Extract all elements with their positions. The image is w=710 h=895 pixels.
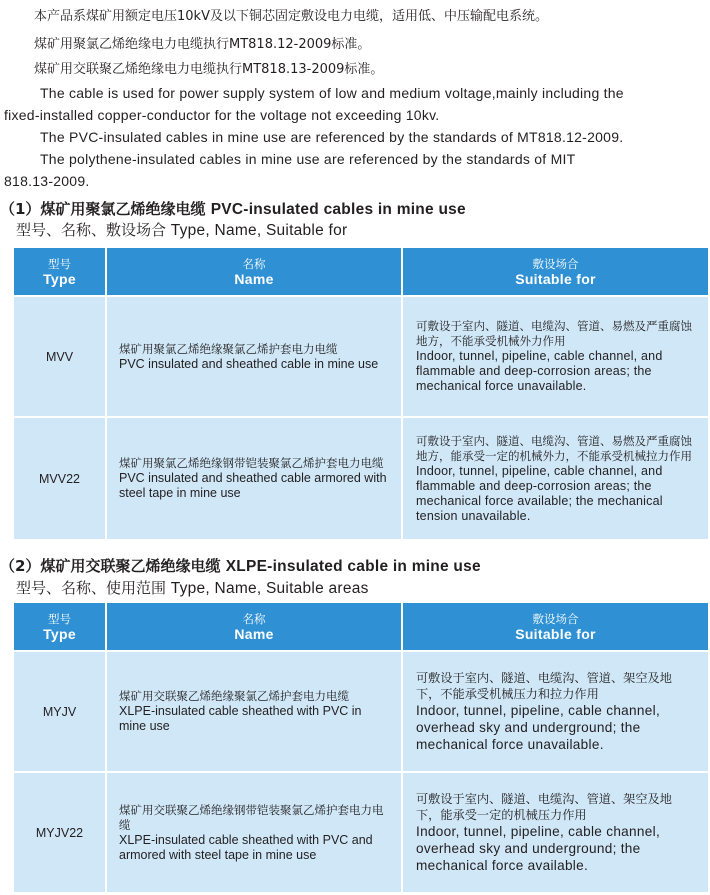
- section-2-subtitle: [16, 578, 369, 599]
- header-suitable: [402, 248, 708, 296]
- header-name-en: Name: [234, 625, 274, 642]
- table-row: [14, 772, 708, 892]
- header-name-cn: 名称: [242, 256, 266, 271]
- header-type-en: Type: [43, 625, 76, 642]
- header-name: [106, 603, 402, 651]
- cell-type: MYJV22: [14, 772, 106, 892]
- header-name: [106, 248, 402, 296]
- cell-name-en: PVC insulated and sheathed cable in mine use: [119, 356, 379, 371]
- header-type-en: Type: [43, 270, 76, 287]
- intro-line-cn-2: 煤矿用聚氯乙烯绝缘电力电缆执行MT818.12-2009标准。: [34, 37, 371, 52]
- section-1-subtitle-en: Type, Name, Suitable for: [170, 222, 348, 239]
- header-suitable-cn: 敷设场合: [532, 256, 579, 271]
- section-2-heading-en: XLPE-insulated cable in mine use: [225, 558, 481, 575]
- cell-suitable-cn: 可敷设于室内、隧道、电缆沟、管道、易燃及严重腐蚀地方，不能承受机械外力作用: [416, 319, 692, 348]
- section-1-heading-en: PVC-insulated cables in mine use: [210, 201, 466, 218]
- cell-suitable-en: Indoor, tunnel, pipeline, cable channel, overhead sky and underground; the mechanical force available.: [416, 824, 661, 873]
- cell-suitable-cn: 可敷设于室内、隧道、电缆沟、管道、易燃及严重腐蚀地方，能承受一定的机械外力，不能承受机械拉力作用: [416, 433, 692, 463]
- cell-suitable-en: Indoor, tunnel, pipeline, cable channel, overhead sky and underground; the mechanical force unavailable.: [416, 703, 661, 752]
- cell-name-en: XLPE-insulated cable sheathed with PVC in mine use: [119, 704, 362, 733]
- cell-name: [106, 772, 402, 892]
- table-header-row: [14, 248, 708, 296]
- header-suitable: [402, 603, 708, 651]
- pvc-cable-table: [14, 248, 708, 539]
- section-1-heading-cn: （1）煤矿用聚氯乙烯绝缘电缆: [0, 200, 206, 218]
- cell-name: [106, 296, 402, 417]
- cell-name: [106, 417, 402, 539]
- header-type-cn: 型号: [48, 256, 71, 271]
- cell-suitable-en: Indoor, tunnel, pipeline, cable channel, and flammable and deep-corrosion areas; the mechanical force available; the mechanical tension unavailable.: [416, 463, 663, 523]
- table-row: [14, 296, 708, 417]
- cell-name-cn: 煤矿用交联聚乙烯绝缘聚氯乙烯护套电力电缆: [119, 689, 349, 703]
- table-header-row: [14, 603, 708, 651]
- section-2-heading-cn: （2）煤矿用交联聚乙烯绝缘电缆: [0, 557, 221, 575]
- cell-name-en: XLPE-insulated cable sheathed with PVC and armored with steel tape in mine use: [119, 832, 373, 862]
- intro-line-en-5: 818.13-2009.: [4, 173, 90, 189]
- cell-type: MVV: [14, 296, 106, 417]
- intro-line-en-3: The PVC-insulated cables in mine use are referenced by the standards of MT818.12-2009.: [40, 129, 624, 145]
- cell-suitable-cn: 可敷设于室内、隧道、电缆沟、管道、架空及地下，能承受一定的机械压力作用: [416, 792, 672, 822]
- cell-name-cn: 煤矿用聚氯乙烯绝缘钢带铠装聚氯乙烯护套电力电缆: [119, 456, 384, 470]
- intro-line-en-4: The polythene-insulated cables in mine use are referenced by the standards of MIT: [40, 151, 576, 167]
- header-suitable-en: Suitable for: [515, 625, 596, 642]
- section-2-subtitle-en: Type, Name, Suitable areas: [170, 580, 369, 597]
- intro-line-en-2: fixed-installed copper-conductor for the voltage not exceeding 10kv.: [4, 107, 440, 123]
- header-name-cn: 名称: [242, 611, 266, 626]
- cell-name-cn: 煤矿用交联聚乙烯绝缘钢带铠装聚氯乙烯护套电力电缆: [119, 802, 384, 832]
- table-row: [14, 417, 708, 539]
- cell-suitable: [402, 296, 708, 417]
- intro-line-en-1: The cable is used for power supply system of low and medium voltage,mainly including the: [40, 85, 624, 101]
- intro-line-cn-3: 煤矿用交联聚乙烯绝缘电力电缆执行MT818.13-2009标准。: [34, 62, 384, 77]
- cell-suitable-en: Indoor, tunnel, pipeline, cable channel, and flammable and deep-corrosion areas; the mechanical force unavailable.: [416, 349, 663, 393]
- cell-name: [106, 651, 402, 772]
- header-name-en: Name: [234, 270, 274, 287]
- header-type: [14, 248, 106, 296]
- section-1-subtitle-cn: 型号、名称、敷设场合: [16, 221, 167, 239]
- cell-suitable-cn: 可敷设于室内、隧道、电缆沟、管道、架空及地下，不能承受机械压力和拉力作用: [416, 671, 672, 701]
- cell-name-en: PVC insulated and sheathed cable armored with steel tape in mine use: [119, 471, 387, 500]
- section-2-subtitle-cn: 型号、名称、使用范围: [16, 579, 167, 597]
- header-type-cn: 型号: [48, 611, 71, 626]
- section-2-heading: [0, 556, 481, 577]
- intro-line-cn-1: 本产品系煤矿用额定电压10kV及以下铜芯固定敷设电力电缆，适用低、中压输配电系统。: [34, 9, 548, 24]
- section-1-heading: [0, 199, 466, 220]
- header-suitable-cn: 敷设场合: [532, 611, 579, 626]
- xlpe-cable-table: [14, 603, 708, 892]
- header-type: [14, 603, 106, 651]
- table-row: [14, 651, 708, 772]
- cell-type: MVV22: [14, 417, 106, 539]
- section-1-subtitle: [16, 220, 347, 241]
- cell-suitable: [402, 651, 708, 772]
- header-suitable-en: Suitable for: [515, 270, 596, 287]
- cell-type: MYJV: [14, 651, 106, 772]
- cell-suitable: [402, 417, 708, 539]
- cell-name-cn: 煤矿用聚氯乙烯绝缘聚氯乙烯护套电力电缆: [119, 341, 338, 356]
- cell-suitable: [402, 772, 708, 892]
